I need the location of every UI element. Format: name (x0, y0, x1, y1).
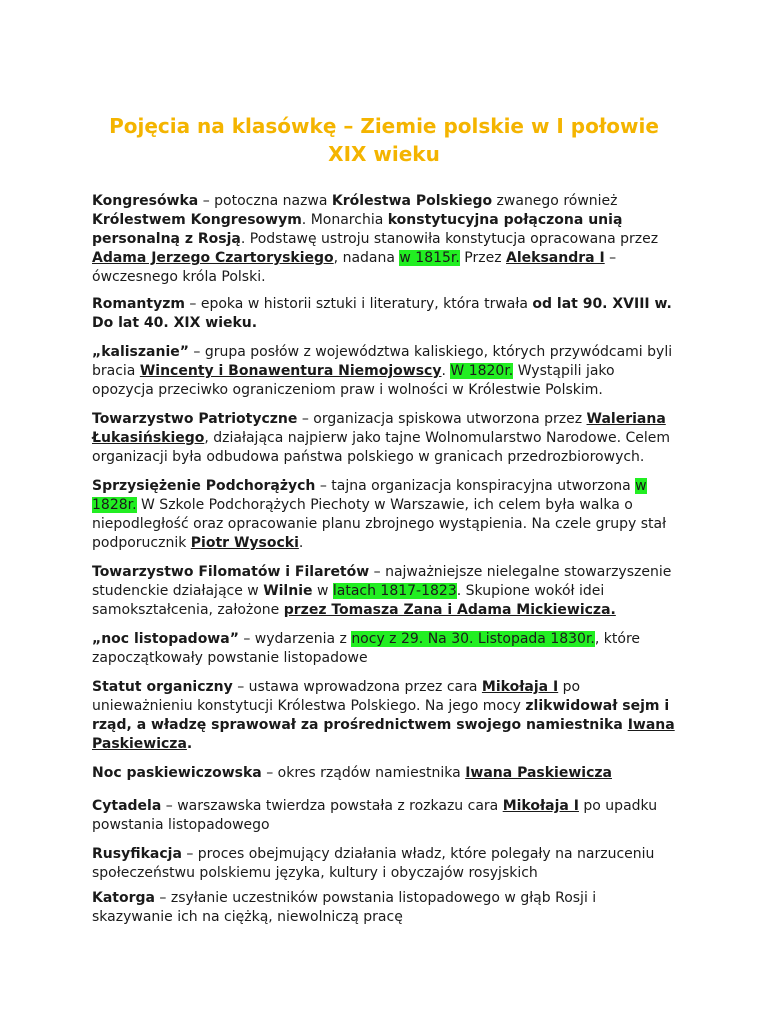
entry-term: Romantyzm (92, 296, 185, 312)
entry-text: – grupa posłów z województwa kaliskiego, których przywódcami byli bracia (92, 344, 673, 379)
entry-term: Noc paskiewiczowska (92, 765, 262, 781)
entry-text: – okres rządów namiestnika (261, 765, 466, 781)
highlighted-date: latach 1817-1823 (332, 583, 457, 599)
definitions-list (92, 192, 680, 927)
underlined-name: Mikołaja I (481, 679, 559, 695)
entry-term: Towarzystwo Patriotyczne (92, 411, 298, 427)
definition-entry (92, 410, 680, 467)
entry-term: „kaliszanie” (92, 344, 189, 360)
entry-text: – tajna organizacja konspiracyjna utworzona (315, 478, 636, 494)
bold-text: Wilnie (263, 583, 313, 599)
definition-entry (92, 797, 680, 835)
entry-text: – ustawa wprowadzona przez cara (232, 679, 482, 695)
entry-text: – proces obejmujący działania władz, które polegały na narzuceniu społeczeństwu polskiemu języka, kultury i obyczajów rosyjskich (92, 846, 655, 881)
definition-entry (92, 477, 680, 553)
definition-entry (92, 192, 680, 287)
entry-term: Cytadela (92, 798, 162, 814)
underlined-name: Adama Jerzego Czartoryskiego (92, 250, 334, 266)
entry-text: – potoczna nazwa (198, 193, 332, 209)
entry-text: , nadana (333, 250, 400, 266)
underlined-name: Iwana Paskiewicza (465, 765, 612, 781)
definition-entry (92, 764, 680, 783)
entry-term: Statut organiczny (92, 679, 233, 695)
entry-text: w (312, 583, 333, 599)
underlined-name: Mikołaja I (502, 798, 579, 814)
entry-text: – wydarzenia z (238, 631, 352, 647)
bold-text: Królestwa Polskiego (331, 193, 493, 209)
definition-entry (92, 295, 680, 333)
entry-text: – epoka w historii sztuki i literatury, która trwała (184, 296, 533, 312)
bold-text: zlikwidował sejm i rząd, a władzę sprawował za prośrednictwem swojego namiestnika (92, 698, 670, 733)
definition-entry (92, 678, 680, 754)
entry-text: Wystąpili jako opozycja przeciwko ograniczeniom praw i wolności w Królestwie Polskim. (92, 363, 615, 398)
entry-text: – organizacja spiskowa utworzona przez (297, 411, 587, 427)
entry-text: po unieważnieniu konstytucji Królestwa Polskiego. Na jego mocy (92, 679, 581, 714)
highlighted-date: W 1820r. (450, 363, 514, 379)
entry-text: . (298, 535, 304, 551)
entry-text: , które zapoczątkowały powstanie listopadowe (92, 631, 641, 666)
entry-term: Sprzysiężenie Podchorążych (92, 478, 316, 494)
underlined-name: Wincenty i Bonawentura Niemojowscy (139, 363, 442, 379)
entry-text: Przez (459, 250, 507, 266)
document-title: Pojęcia na klasówkę – Ziemie polskie w I połowie XIX wieku (109, 114, 659, 166)
bold-text: konstytucyjna połączona unią personalną z Rosją (92, 212, 623, 247)
underlined-name: Iwana Paskiewicza (92, 717, 675, 752)
underlined-name: Aleksandra I (506, 250, 605, 266)
entry-text: – zsyłanie uczestników powstania listopadowego w głąb Rosji i skazywanie ich na ciężką, niewolniczą pracę (92, 890, 597, 925)
entry-text: . Skupione wokół idei samokształcenia, założone (92, 583, 605, 618)
underlined-name: Waleriana Łukasińskiego (92, 411, 666, 446)
entry-text: . (441, 363, 451, 379)
bold-text: od lat 90. XVIII w. Do lat 40. XIX wieku. (92, 296, 672, 331)
definition-entry (92, 845, 680, 883)
entry-term: „noc listopadowa” (92, 631, 239, 647)
highlighted-date: w 1815r. (399, 250, 460, 266)
definition-entry (92, 343, 680, 400)
entry-text: po upadku powstania listopadowego (92, 798, 658, 833)
entry-term: Kongresówka (92, 193, 199, 209)
highlighted-date: w 1828r. (92, 478, 647, 513)
definition-entry (92, 889, 680, 927)
highlighted-date: nocy z 29. Na 30. Listopada 1830r. (351, 631, 595, 647)
definition-entry (92, 563, 680, 620)
entry-text: . Monarchia (301, 212, 388, 228)
entry-text: , działająca najpierw jako tajne Wolnomularstwo Narodowe. Celem organizacji była odbudowa państwa polskiego w granicach przedrozbiorowych. (92, 430, 671, 465)
entry-text: . Podstawę ustroju stanowiła konstytucja opracowana przez (240, 231, 659, 247)
entry-text: zwanego również (492, 193, 618, 209)
underlined-name: Piotr Wysocki (190, 535, 299, 551)
definition-entry (92, 630, 680, 668)
entry-text: – warszawska twierdza powstała z rozkazu cara (161, 798, 503, 814)
bold-text: . (186, 736, 193, 752)
bold-text: Królestwem Kongresowym (92, 212, 302, 228)
entry-text: – ówczesnego króla Polski. (92, 250, 617, 285)
entry-text: – najważniejsze nielegalne stowarzyszenie studenckie działające w (92, 564, 672, 599)
entry-term: Katorga (92, 890, 155, 906)
entry-term: Rusyfikacja (92, 846, 182, 862)
entry-text: W Szkole Podchorążych Piechoty w Warszawie, ich celem była walka o niepodległość oraz opracowanie planu zbrojnego wystąpienia. Na czele grupy stał podporucznik (92, 497, 667, 551)
entry-term: Towarzystwo Filomatów i Filaretów (92, 564, 370, 580)
underlined-name: przez Tomasza Zana i Adama Mickiewicza. (283, 602, 616, 618)
